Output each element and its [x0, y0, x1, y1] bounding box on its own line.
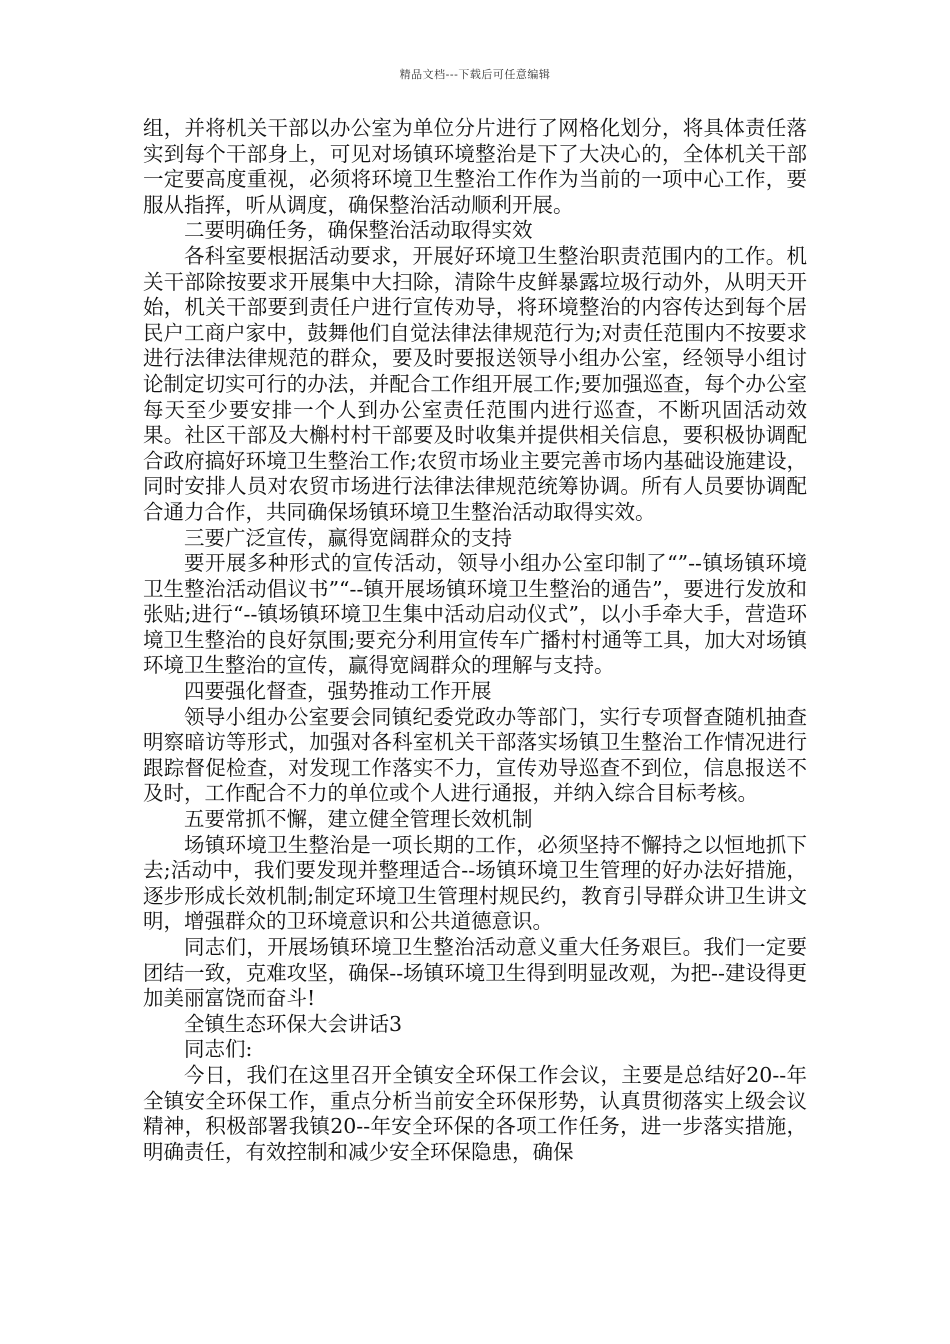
paragraph: 全镇生态环保大会讲话3	[184, 1011, 403, 1036]
paragraph: 场镇环境卫生整治是一项长期的工作，必须坚持不懈持之以恒地抓下去;活动中，我们要发现并整理适合--场镇环境卫生管理的好办法好措施，逐步形成长效机制;制定环境卫生管理村规民约，教育引导群众讲卫生讲文明，增强群众的卫环境意识和公共道德意识。	[143, 832, 807, 934]
paragraph: 今日，我们在这里召开全镇安全环保工作会议，主要是总结好20--年全镇安全环保工作，重点分析当前安全环保形势，认真贯彻落实上级会议精神，积极部署我镇20--年安全环保的各项工作任务，进一步落实措施，明确责任，有效控制和减少安全环保隐患，确保	[143, 1062, 807, 1164]
paragraph: 五要常抓不懈，建立健全管理长效机制	[184, 807, 533, 832]
paragraph: 同志们，开展场镇环境卫生整治活动意义重大任务艰巨。我们一定要团结一致，克难攻坚，确保--场镇环境卫生得到明显改观，为把--建设得更加美丽富饶而奋斗!	[143, 935, 807, 1011]
paragraph: 要开展多种形式的宣传活动，领导小组办公室印制了“”--镇场镇环境卫生整治活动倡议书”“--镇开展场镇环境卫生整治的通告”，要进行发放和张贴;进行“--镇场镇环境卫生集中活动启动仪式”，以小手牵大手，营造环境卫生整治的良好氛围;要充分利用宣传车广播村村通等工具，加大对场镇环境卫生整治的宣传，赢得宽阔群众的理解与支持。	[143, 551, 807, 678]
paragraph: 三要广泛宣传，赢得宽阔群众的支持	[184, 525, 512, 550]
paragraph: 二要明确任务，确保整治活动取得实效	[184, 218, 533, 243]
paragraph: 领导小组办公室要会同镇纪委党政办等部门，实行专项督查随机抽查明察暗访等形式，加强对各科室机关干部落实场镇卫生整治工作情况进行跟踪督促检查，对发现工作落实不力，宣传劝导巡查不到位，信息报送不及时，工作配合不力的单位或个人进行通报，并纳入综合目标考核。	[143, 704, 807, 806]
document-body	[143, 116, 807, 1165]
paragraph: 同志们:	[184, 1037, 253, 1062]
paragraph: 组，并将机关干部以办公室为单位分片进行了网格化划分，将具体责任落实到每个干部身上，可见对场镇环境整治是下了大决心的，全体机关干部一定要高度重视，必须将环境卫生整治工作作为当前的一项中心工作，要服从指挥，听从调度，确保整治活动顺利开展。	[143, 116, 807, 217]
paragraph: 各科室要根据活动要求，开展好环境卫生整治职责范围内的工作。机关干部除按要求开展集中大扫除，清除牛皮鲜暴露垃圾行动外，从明天开始，机关干部要到责任户进行宣传劝导，将环境整治的内容传达到每个居民户工商户家中，鼓舞他们自觉法律法律规范行为;对责任范围内不按要求进行法律法律规范的群众，要及时要报送领导小组办公室，经领导小组讨论制定切实可行的办法，并配合工作组开展工作;要加强巡查，每个办公室每天至少要安排一个人到办公室责任范围内进行巡查，不断巩固活动效果。社区干部及大槲村村干部要及时收集并提供相关信息，要积极协调配合政府搞好环境卫生整治工作;农贸市场业主要完善市场内基础设施建设，同时安排人员对农贸市场进行法律法律规范统筹协调。所有人员要协调配合通力合作，共同确保场镇环境卫生整治活动取得实效。	[143, 243, 807, 524]
page-header: 精品文档---下载后可任意编辑	[399, 68, 551, 81]
paragraph: 四要强化督查，强势推动工作开展	[184, 679, 492, 704]
